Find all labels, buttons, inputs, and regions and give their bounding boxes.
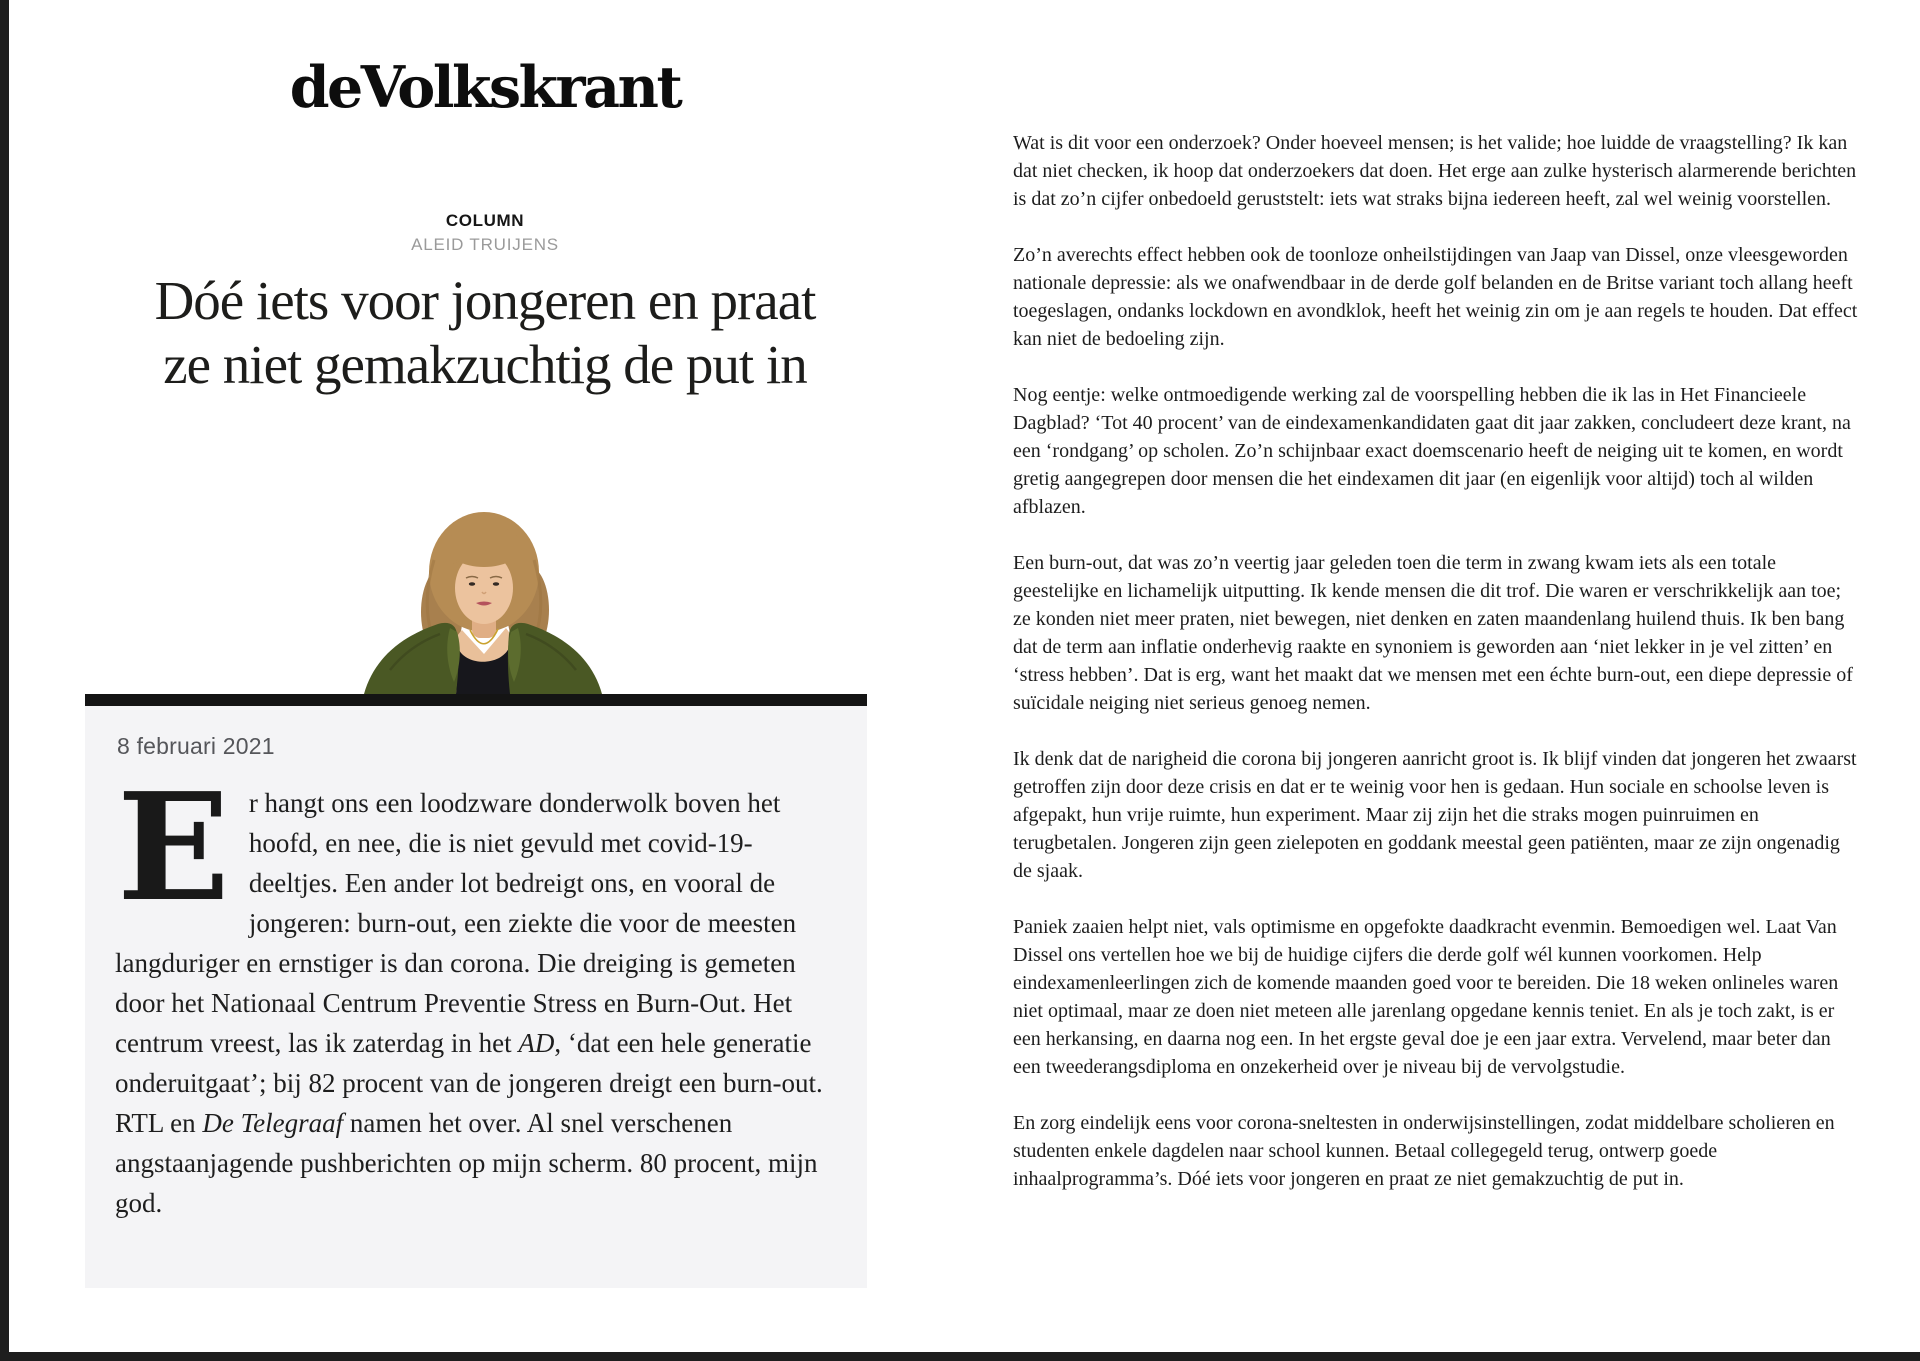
- lead-text-italic: De Telegraaf: [202, 1108, 344, 1138]
- black-divider-bar: [85, 694, 867, 706]
- author-name: ALEID TRUIJENS: [411, 235, 559, 254]
- article-paragraph: En zorg eindelijk eens voor corona-sneltesten in onderwijsinstellingen, zodat middelbare scholieren en studenten enkele dagdelen naar school kunnen. Betaal collegegeld terug, ontwerp goede inhaalprogramma’s. Dóé iets voor jongeren en praat ze niet gemakzuchtig de put in.: [1013, 1112, 1835, 1190]
- author-portrait-photo: [350, 500, 616, 694]
- window-bottom-border: [0, 1352, 1920, 1361]
- article-lead-panel: [85, 706, 867, 1288]
- publication-date: 8 februari 2021: [117, 733, 275, 759]
- devolkskrant-logo: deVolkskrant: [289, 54, 681, 121]
- lead-text: r hangt ons een loodzware donderwolk boven het hoofd, en nee, die is niet gevuld met covid-19-deeltjes. Een ander lot bedreigt ons, en vooral de jongeren: burn-out, een ziekte die voor de meesten langduriger en ernstiger is dan corona. Die dreiging is gemeten door het Nationaal Centrum Preventie Stress en Burn-Out. Het centrum vreest, las ik zaterdag in het: [115, 788, 797, 1058]
- article-paragraph: Nog eentje: welke ontmoedigende werking zal de voorspelling hebben die ik las in Het Financieele Dagblad? ‘Tot 40 procent’ van de eindexamenkandidaten gaat dit jaar zakken, concludeert deze krant, na een ‘rondgang’ op scholen. Zo’n schijnbaar exact doemscenario heeft de neiging uit te komen, en wordt gretig aangegrepen door mensen die het eindexamen dit jaar (en eigenlijk voor altijd) toch al wilden afblazen.: [1013, 384, 1851, 518]
- headline-line-1: Dóé iets voor jongeren en praat: [154, 270, 816, 331]
- lead-text: namen het over. Al snel verschenen angstaanjagende pushberichten op mijn scherm. 80 procent, mijn god.: [115, 1108, 818, 1218]
- window-left-border: [0, 0, 9, 1361]
- section-kicker: COLUMN: [445, 211, 525, 230]
- article-paragraph: Ik denk dat de narigheid die corona bij jongeren aanricht groot is. Ik blijf vinden dat jongeren het zwaarst getroffen zijn door deze crisis en dat er te weinig voor hen is gedaan. Hun sociale en schoolse leven is afgepakt, hun vrije ruimte, hun experiment. Maar zij zijn het die straks mogen puinruimen en terugbetalen. Jongeren zijn geen zielepoten en goddank meestal geen patiënten, maar ze zijn ongenadig de sjaak.: [1013, 748, 1857, 882]
- article-paragraph: Een burn-out, dat was zo’n veertig jaar geleden toen die term in zwang kwam iets als een totale geestelijke en lichamelijk uitputting. Ik kende mensen die dit trof. Die waren er verschrikkelijk aan toe; ze konden niet meer praten, niet bewegen, niet denken en zaten maandenlang huilend thuis. Ik ben bang dat de term aan inflatie onderhevig raakte en synoniem is geworden aan ‘niet lekker in je vel zitten’ en ‘stress hebben’. Dat is erg, want het maakt dat we mensen met een échte burn-out, een diepe depressie of suïcidale neiging niet serieus genoeg nemen.: [1013, 552, 1853, 714]
- portrait-illustration: [350, 500, 616, 694]
- headline-line-2: ze niet gemakzuchtig de put in: [163, 334, 807, 395]
- lead-paragraph: [115, 760, 837, 1223]
- masthead: [40, 54, 930, 121]
- article-paragraph: Paniek zaaien helpt niet, vals optimisme en opgefokte daadkracht evenmin. Bemoedigen wel. Laat Van Dissel ons vertellen hoe we bij de huidige cijfers die derde golf wél kunnen voorkomen. Help eindexamenleerlingen zich de komende maanden goed voor te bereiden. Die 18 weken onlineles waren niet optimaal, maar ze doen niet meteen alle jarenlang opgedane kennis teniet. En als je toch zakt, is er een herkansing, en daarna nog een. In het ergste geval doe je een jaar extra. Vervelend, maar beter dan een tweederangsdiploma en onzekerheid over je niveau bij de vervolgstudie.: [1013, 916, 1839, 1078]
- lead-text-italic: AD: [518, 1028, 555, 1058]
- article-paragraph: Zo’n averechts effect hebben ook de toonloze onheilstijdingen van Jaap van Dissel, onze vleesgeworden nationale depressie: als we onafwendbaar in de derde golf belanden en de Britse variant toch allang heeft toegeslagen, ondanks lockdown en avondklok, heeft het weinig zin om je aan regels te houden. Dat effect kan niet de bedoeling zijn.: [1013, 244, 1858, 350]
- lead-text: , ‘dat een hele generatie onderuitgaat’; bij 82 procent van de jongeren dreigt een burn-out. RTL en: [115, 1028, 823, 1138]
- article-headline: [40, 269, 930, 397]
- article-paragraph: Wat is dit voor een onderzoek? Onder hoeveel mensen; is het valide; hoe luidde de vraagstelling? Ik kan dat niet checken, ik hoop dat onderzoekers dat doen. Het erge aan zulke hysterisch alarmerende berichten is dat zo’n cijfer onbedoeld geruststelt: iets wat straks bijna iedereen heeft, zal wel weinig voorstellen.: [1013, 132, 1857, 210]
- drop-cap: E: [117, 760, 230, 934]
- article-continuation: [1013, 129, 1858, 1221]
